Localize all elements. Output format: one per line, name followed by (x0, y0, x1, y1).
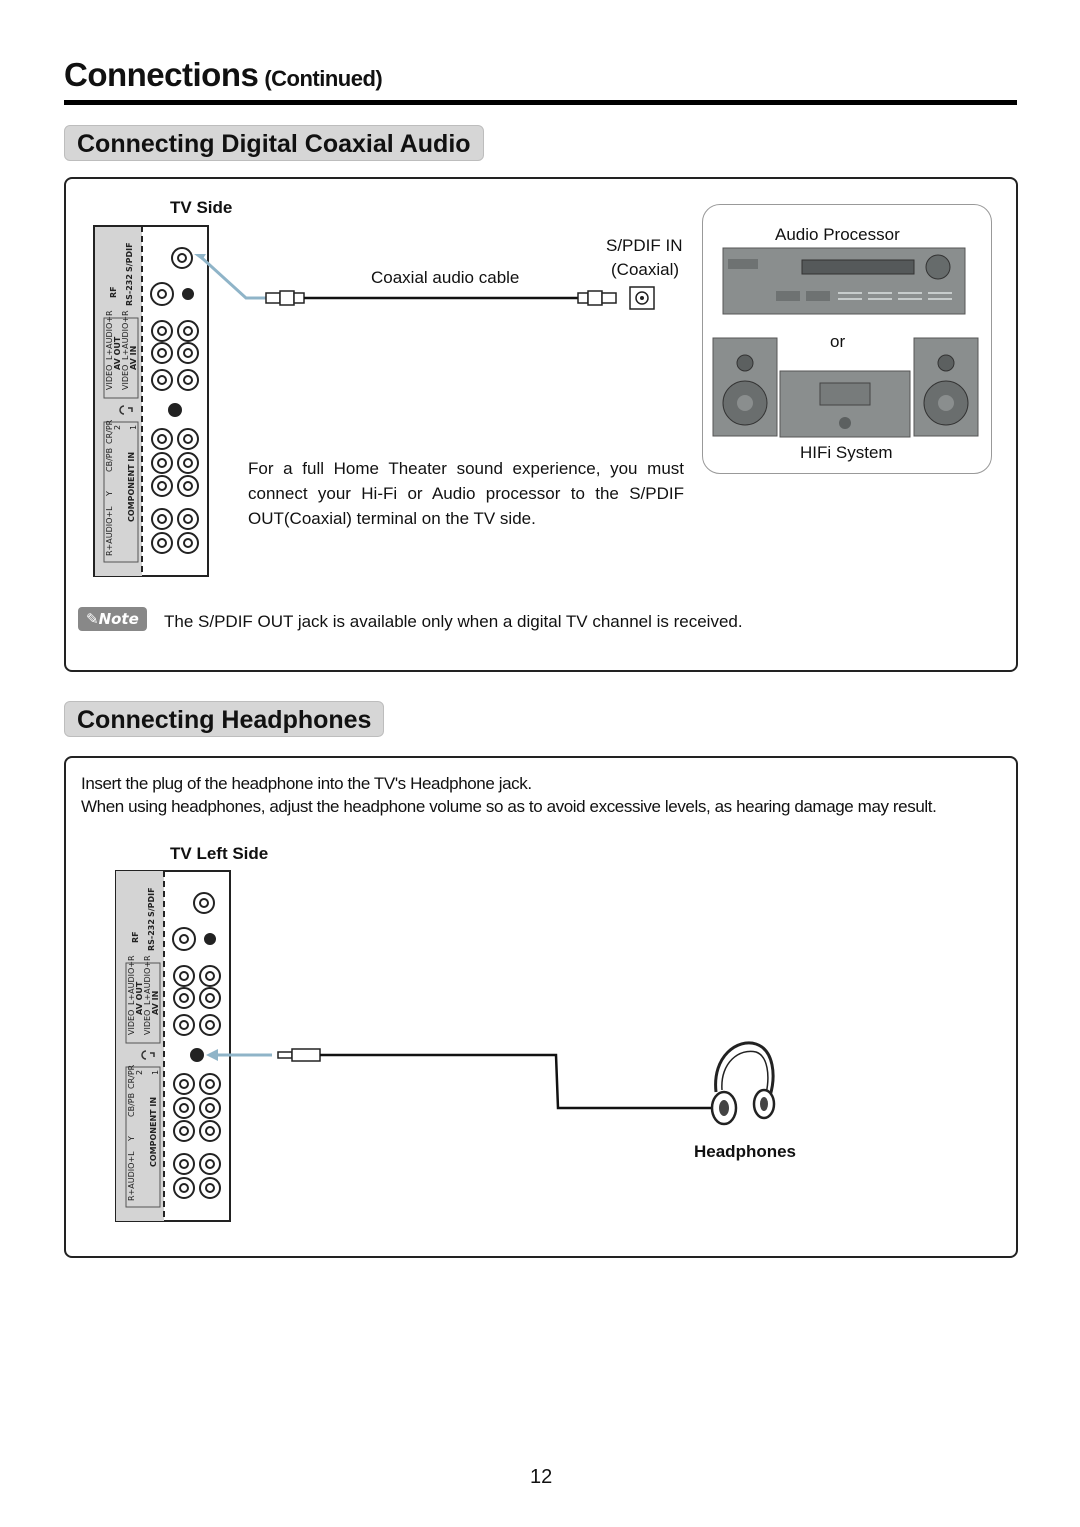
panel2-video-label: VIDEO (127, 1009, 136, 1035)
audio-processor-image (722, 247, 966, 315)
panel-spdif-label: S/PDIF (125, 242, 134, 272)
section-heading-coaxial: Connecting Digital Coaxial Audio (64, 125, 484, 161)
panel2-audio-out-label-2: L+AUDIO+R (143, 955, 152, 1005)
coaxial-plug-left (266, 291, 304, 305)
panel-audio-out-label: L+AUDIO+R (105, 310, 114, 360)
panel2-component-in-label: COMPONENT IN (149, 1096, 158, 1167)
panel-rf-label: RF (109, 286, 118, 298)
headphones-instruction-1: Insert the plug of the headphone into the TV's Headphone jack. (81, 774, 532, 793)
panel-av-in-label: AV IN (129, 345, 138, 370)
coaxial-plug-right (578, 291, 616, 305)
panel2-crpr-label: CR/PR (127, 1064, 136, 1089)
panel-component-in-label: COMPONENT IN (127, 451, 136, 522)
panel2-rs232-label: RS-232 (147, 919, 156, 951)
note-badge (78, 607, 147, 631)
headphone-plug (278, 1049, 320, 1061)
or-label: or (830, 332, 846, 351)
page-number: 12 (530, 1466, 553, 1488)
pencil-icon: ✎ (86, 610, 99, 628)
coaxial-description: For a full Home Theater sound experience, you must connect your Hi-Fi or Audio processor to the S/PDIF OUT(Coaxial) terminal on the TV side. (248, 459, 684, 528)
panel2-two-label: 2 (135, 1069, 144, 1075)
page-title-suffix: (Continued) (264, 66, 383, 91)
headphones-label: Headphones (694, 1142, 797, 1161)
arrow-line (202, 258, 266, 298)
hifi-system-label: HIFi System (800, 443, 893, 462)
audio-processor-label: Audio Processor (775, 225, 900, 244)
panel2-cbpb-label: CB/PB (127, 1092, 136, 1117)
tv-left-side-label: TV Left Side (170, 844, 269, 863)
section-heading-headphones: Connecting Headphones (64, 701, 384, 737)
panel-audio-lr-label: R+AUDIO+L (105, 506, 114, 556)
panel2-video-label-2: VIDEO (143, 1009, 152, 1035)
headphones-instruction-2: When using headphones, adjust the headphone volume so as to avoid excessive levels, as hearing damage may result. (81, 797, 937, 816)
panel2-audio-lr-label: R+AUDIO+L (127, 1151, 136, 1201)
note-badge-text: Note (98, 610, 139, 628)
page-title (64, 56, 382, 94)
page-title-text: Connections (64, 56, 259, 93)
panel-crpr-label: CR/PR (105, 419, 114, 444)
panel-audio-out-label-2: L+AUDIO+R (121, 310, 130, 360)
note-text: The S/PDIF OUT jack is available only when a digital TV channel is received. (164, 612, 743, 631)
panel-video-label-2: VIDEO (121, 364, 130, 390)
panel2-spdif-label: S/PDIF (147, 887, 156, 917)
panel-one-label: 1 (129, 424, 138, 430)
panel-video-label: VIDEO (105, 364, 114, 390)
panel-av-out-label: AV OUT (113, 336, 122, 370)
panel-y-label: Y (105, 491, 114, 496)
coaxial-label: (Coaxial) (611, 260, 680, 279)
panel-rs232-label: RS-232 (125, 274, 134, 306)
panel2-one-label: 1 (151, 1069, 160, 1075)
panel2-audio-out-label: L+AUDIO+R (127, 955, 136, 1005)
panel2-av-in-label: AV IN (151, 990, 160, 1015)
panel2-y-label: Y (127, 1136, 136, 1141)
tv-side-label: TV Side (170, 198, 233, 217)
title-rule (64, 100, 1017, 105)
panel-cbpb-label: CB/PB (105, 447, 114, 472)
coaxial-cable-label: Coaxial audio cable (371, 268, 520, 287)
headphone-cable (320, 1055, 720, 1108)
spdif-in-label: S/PDIF IN (606, 236, 683, 255)
headphones-icon (702, 1036, 782, 1128)
panel2-av-out-label: AV OUT (135, 981, 144, 1015)
hifi-system-image (712, 337, 982, 439)
panel-two-label: 2 (113, 424, 122, 430)
panel2-rf-label: RF (131, 931, 140, 943)
